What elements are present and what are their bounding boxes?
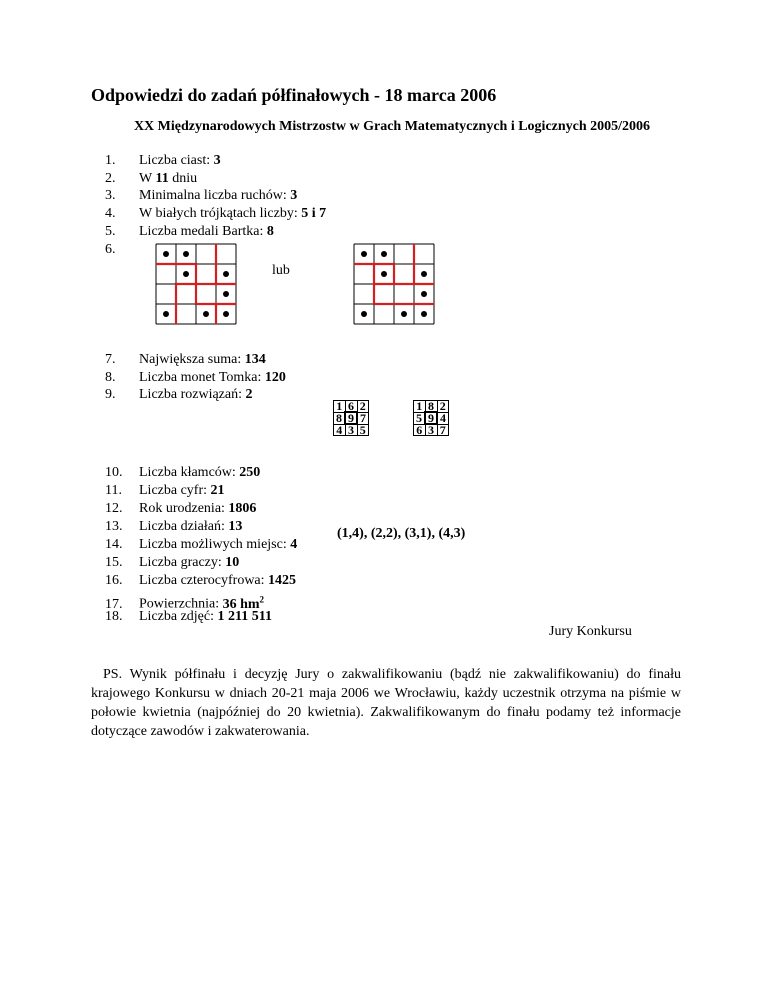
magic-square-2: [413, 400, 449, 436]
answer-number: 6.: [105, 242, 116, 257]
grid-dot: [421, 291, 427, 297]
answer-number: 9.: [105, 387, 116, 402]
answer-item: [105, 554, 239, 572]
answer-item: [105, 187, 297, 205]
answer-label: Liczba rozwiązań:: [139, 387, 246, 402]
grid-dot: [361, 311, 367, 317]
magic-square-cell: 6: [414, 424, 426, 436]
grid-dot: [381, 271, 387, 277]
answer-label: Liczba zdjęć:: [139, 609, 218, 624]
magic-square-cell: 3: [425, 424, 437, 436]
answer-value: 134: [244, 352, 266, 367]
answer-value: 1806: [228, 501, 257, 516]
answer-label: W: [139, 171, 156, 186]
answer-number: 18.: [105, 609, 123, 624]
grid-dot: [223, 291, 229, 297]
grid-dot: [183, 271, 189, 277]
grid-dot: [421, 311, 427, 317]
answer-label: Liczba czterocyfrowa:: [139, 573, 269, 588]
answer-number: 15.: [105, 555, 123, 570]
answer-value: 13: [228, 519, 243, 534]
answer-number: 3.: [105, 188, 116, 203]
grid-dot: [163, 311, 169, 317]
grid-dot: [421, 271, 427, 277]
answer-number: 12.: [105, 501, 123, 516]
magic-square-cell: 1: [414, 401, 426, 413]
magic-square-cell: 5: [357, 424, 369, 436]
magic-square-cell: 7: [437, 424, 449, 436]
answer-number: 8.: [105, 370, 116, 385]
answer-number: 5.: [105, 224, 116, 239]
or-label: lub: [272, 263, 290, 278]
answer-number: 10.: [105, 465, 123, 480]
grid-dot: [223, 311, 229, 317]
answer-label: Liczba graczy:: [139, 555, 226, 570]
answer-value: 1425: [268, 573, 297, 588]
answer-value: 2: [245, 387, 253, 402]
grid-dot: [203, 311, 209, 317]
answer-number: 16.: [105, 573, 123, 588]
answer-item: [105, 369, 286, 387]
answer-label: Największa suma:: [139, 352, 245, 367]
answer-value: 3: [290, 188, 298, 203]
answer-number: 14.: [105, 537, 123, 552]
answer-value: 1 211 511: [217, 609, 272, 624]
puzzle-grid-solution-2: [353, 243, 445, 325]
answer-label: Liczba cyfr:: [139, 483, 211, 498]
answer-item: [105, 223, 274, 241]
answer-value: 5 i 7: [301, 206, 327, 221]
answer-item: [105, 351, 266, 369]
answer-item: [105, 608, 272, 626]
answer-label: Minimalna liczba ruchów:: [139, 188, 291, 203]
magic-square-cell: 2: [357, 401, 369, 413]
magic-square-cell: 4: [334, 424, 346, 436]
answer-item: [105, 464, 260, 482]
answer-item: [105, 536, 297, 554]
magic-square-cell: 8: [425, 401, 437, 413]
answer-item: [105, 241, 139, 259]
grid-dot: [381, 251, 387, 257]
answer-value: 250: [239, 465, 261, 480]
postscript-paragraph: PS. Wynik półfinału i decyzję Jury o zakwalifikowaniu (bądź nie zakwalifikowaniu) do finału krajowego Konkursu w dniach 20-21 maja 2006 we Wrocławiu, każdy uczestnik otrzyma na piśmie w połowie kwietnia (najpóźniej do 20 kwietnia). Zakwalifikowanym do finału podamy też informacje dotyczące zawodów i zakwaterowania.: [91, 667, 681, 739]
puzzle-grid-solution-1: [155, 243, 247, 325]
grid-dot: [401, 311, 407, 317]
magic-square-cell: 6: [345, 401, 357, 413]
answer-label: Powierzchnia:: [139, 596, 223, 612]
answer-value: 120: [264, 370, 286, 385]
magic-square-cell: 5: [414, 412, 426, 424]
answer-item: [105, 170, 197, 188]
answer-label: Liczba medali Bartka:: [139, 224, 267, 239]
answer-item: [105, 205, 326, 223]
grid-dot: [223, 271, 229, 277]
answer-number: 17.: [105, 596, 123, 612]
answer-value: 21: [210, 483, 225, 498]
answer-item: [105, 518, 242, 536]
magic-square-cell: 2: [437, 401, 449, 413]
answer-value: 4: [290, 537, 298, 552]
grid-dot: [183, 251, 189, 257]
q14-positions: (1,4), (2,2), (3,1), (4,3): [337, 526, 466, 541]
magic-square-1: [333, 400, 369, 436]
answer-label: Liczba ciast:: [139, 153, 214, 168]
answer-suffix: dniu: [168, 171, 198, 186]
answer-item: [105, 572, 296, 590]
magic-square-cell: 1: [334, 401, 346, 413]
grid-dot: [163, 251, 169, 257]
answer-item: [105, 482, 225, 500]
answer-value: 10: [225, 555, 240, 570]
magic-square-cell: 3: [345, 424, 357, 436]
answer-value: 36 $hm^2$: [222, 594, 265, 612]
answer-number: 2.: [105, 171, 116, 186]
answer-label: Liczba możliwych miejsc:: [139, 537, 291, 552]
page-title: Odpowiedzi do zadań półfinałowych - 18 marca 2006: [91, 85, 497, 105]
answer-label: Rok urodzenia:: [139, 501, 229, 516]
competition-subtitle: XX Międzynarodowych Mistrzostw w Grach Matematycznych i Logicznych 2005/2006: [133, 119, 651, 134]
answer-item: [105, 500, 256, 518]
answer-number: 13.: [105, 519, 123, 534]
answer-label: W białych trójkątach liczby:: [139, 206, 302, 221]
magic-square-cell: 7: [357, 412, 369, 424]
answer-item: [105, 590, 265, 612]
signature: Jury Konkursu: [549, 624, 632, 639]
answer-value: 3: [213, 153, 221, 168]
grid-dot: [361, 251, 367, 257]
answer-number: 11.: [105, 483, 122, 498]
answer-number: 4.: [105, 206, 116, 221]
magic-square-cell: 9: [425, 412, 437, 424]
answer-number: 1.: [105, 153, 116, 168]
magic-square-cell: 4: [437, 412, 449, 424]
answer-item: [105, 386, 253, 404]
magic-square-cell: 8: [334, 412, 346, 424]
answer-label: Liczba kłamców:: [139, 465, 240, 480]
answer-item: [105, 152, 221, 170]
magic-square-cell: 9: [345, 412, 357, 424]
answer-label: Liczba działań:: [139, 519, 229, 534]
answer-value: 11: [155, 171, 169, 186]
answer-label: Liczba monet Tomka:: [139, 370, 265, 385]
answer-value: 8: [266, 224, 274, 239]
answer-number: 7.: [105, 352, 116, 367]
